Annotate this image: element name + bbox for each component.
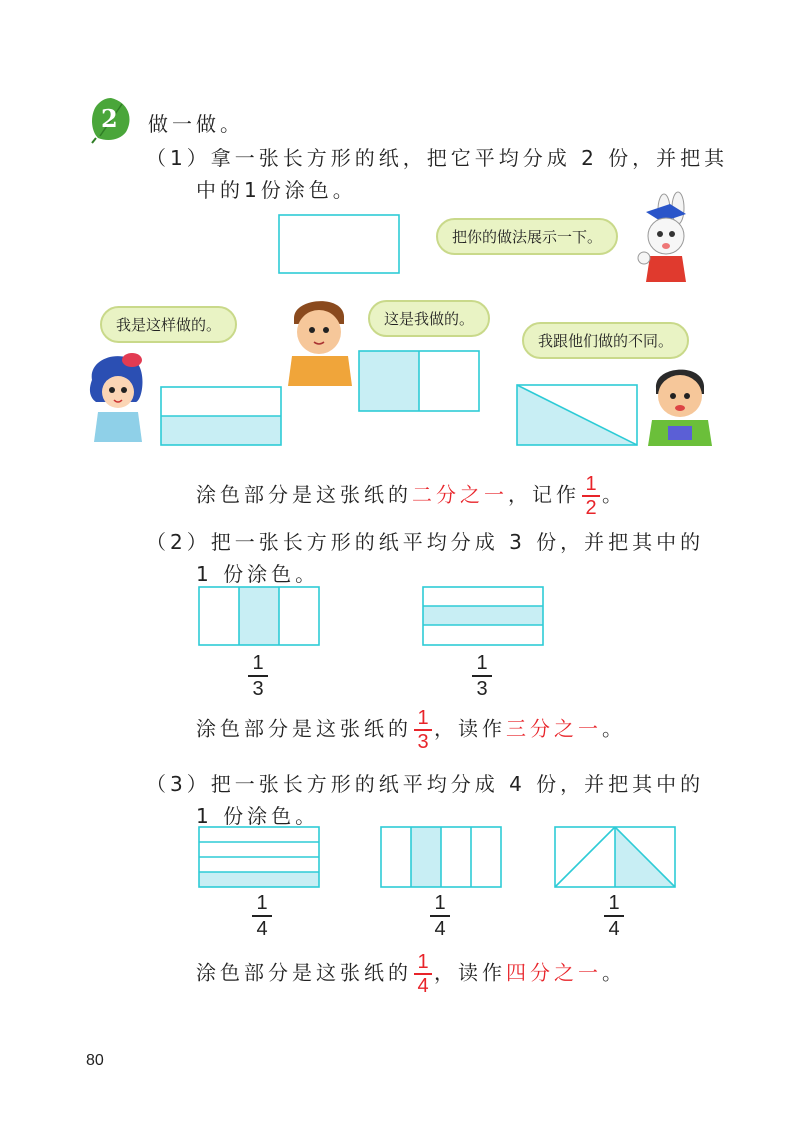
- boy-illustration-1: [286, 294, 356, 386]
- figure-third-vertical: [198, 586, 320, 646]
- conclusion-end: 。: [602, 482, 626, 507]
- figure-quarter-horizontal: [198, 826, 320, 888]
- part1-instruction-line2: 中的1份涂色。: [196, 178, 357, 202]
- figure-third-horizontal: [422, 586, 544, 646]
- fraction-label-fig3a: 1 4: [252, 892, 272, 940]
- fraction-label-fig3c: 1 4: [604, 892, 624, 940]
- conclusion-middle: ，读作: [434, 716, 506, 741]
- fraction-label-fig2: 1 3: [472, 652, 492, 700]
- conclusion-end: 。: [602, 960, 626, 985]
- fraction-name-red: 四分之一: [506, 960, 602, 985]
- girl-speech-bubble: 我是这样做的。: [100, 306, 237, 343]
- fraction-name-red: 二分之一: [412, 482, 508, 507]
- fraction-label-fig3b: 1 4: [430, 892, 450, 940]
- conclusion-prefix: 涂色部分是这张纸的: [196, 960, 412, 985]
- figure-half-vertical: [358, 350, 480, 412]
- section-number: 2: [101, 104, 118, 133]
- conclusion-prefix: 涂色部分是这张纸的: [196, 716, 412, 741]
- part1-conclusion: [196, 474, 626, 518]
- fraction-one-quarter: $\frac{1}{4}$: [414, 952, 432, 996]
- boy1-speech-bubble: 这是我做的。: [368, 300, 490, 337]
- figure-half-horizontal: [160, 386, 282, 446]
- rabbit-teacher-illustration: [620, 192, 700, 284]
- conclusion-prefix: 涂色部分是这张纸的: [196, 482, 412, 507]
- part2-conclusion: [196, 708, 626, 752]
- fraction-one-third: $\frac{1}{3}$: [414, 708, 432, 752]
- part3-instruction-line1: （3）把一张长方形的纸平均分成 4 份，并把其中的: [146, 772, 705, 796]
- part1-instruction-line1: （1）拿一张长方形的纸，把它平均分成 2 份，并把其: [146, 146, 729, 170]
- conclusion-end: 。: [602, 716, 626, 741]
- fraction-one-half: $\frac{1}{2}$: [582, 474, 600, 518]
- page-number: 80: [86, 1052, 104, 1069]
- blank-rectangle: [278, 214, 400, 274]
- conclusion-middle: ，读作: [434, 960, 506, 985]
- part2-instruction-line1: （2）把一张长方形的纸平均分成 3 份，并把其中的: [146, 530, 705, 554]
- teacher-speech-bubble: 把你的做法展示一下。: [436, 218, 618, 255]
- figure-quarter-vertical: [380, 826, 502, 888]
- part3-instruction-line2: 1 份涂色。: [196, 804, 320, 828]
- fraction-label-fig1: 1 3: [248, 652, 268, 700]
- figure-quarter-triangles: [554, 826, 676, 888]
- part2-instruction-line2: 1 份涂色。: [196, 562, 320, 586]
- part3-conclusion: [196, 952, 626, 996]
- section-title: 做一做。: [148, 112, 244, 136]
- conclusion-middle: ，记作: [508, 482, 580, 507]
- girl-illustration: [82, 350, 152, 442]
- fraction-name-red: 三分之一: [506, 716, 602, 741]
- boy-illustration-2: [646, 360, 716, 446]
- boy2-speech-bubble: 我跟他们做的不同。: [522, 322, 689, 359]
- figure-half-diagonal: [516, 384, 638, 446]
